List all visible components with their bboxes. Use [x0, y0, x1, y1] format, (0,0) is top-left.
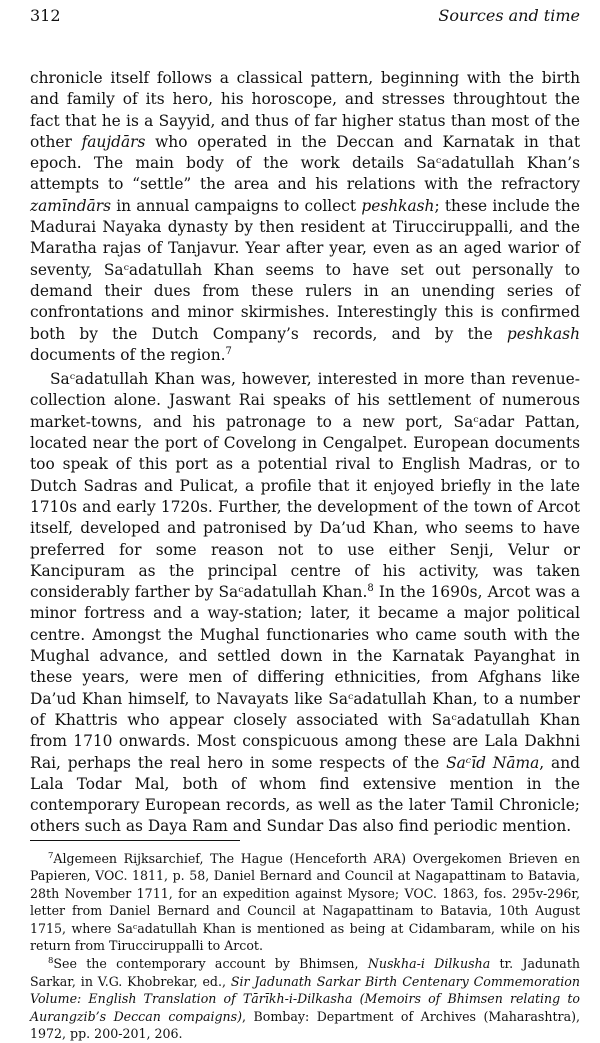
text-run: who operated in the Deccan and Karnatak in that epoch. The main body of the work details Saᶜadatullah Khan’s attempts to “settle” the area and his relations with the refractory: [30, 132, 580, 194]
italic-text: Sir Jadunath Sarkar Birth Centenary Commemoration Volume: English Translation of Tārīkh-i-Dilkasha (Memoirs of Bhimsen relating to Aurangzib’s Deccan compaigns): [30, 973, 580, 1024]
text-run: tr. Jadunath Sarkar, in V.G. Khobrekar, ed.,: [30, 956, 580, 989]
text-run: , Bombay: Department of Archives (Maharashtra), 1972, pp. 200-201, 206.: [30, 1008, 580, 1042]
text-run: Algemeen Rijksarchief, The Hague (Henceforth ARA) Overgekomen Brieven en Papieren, VOC. 1811, p. 58, Daniel Bernard and Council at Nagapattinam to Batavia, 28th November 1711, for an expedition against Mysore; VOC. 1863, fos. 295v-296r, letter from Daniel Bernard and Council at Nagapattinam to Batavia, 10th August 1715, where Saᶜadatullah Khan is mentioned as being at Cidambaram, while on his return from Tirucciruppalli to Arcot.: [30, 851, 580, 954]
italic-text: peshkash: [506, 324, 580, 343]
page-header: [30, 6, 580, 32]
running-head: Sources and time: [438, 6, 580, 25]
text-run: In the 1690s, Arcot was a minor fortress and a way-station; later, it became a major political centre. Amongst the Mughal functionaries who came south with the Mughal advance, and settled down in the Karnatak Payanghat in these years, were men of differing ethnicities, from Afghans like Da’ud Khan himself, to Navayats like Saᶜadatullah Khan, to a number of Khattris who appear closely associated with Saᶜadatullah Khan from 1710 onwards. Most conspicuous among these are Lala Dakhni Rai, perhaps the real hero in some respects of the: [30, 583, 580, 772]
paragraph: [30, 369, 580, 838]
footnote-number: 8: [48, 956, 54, 967]
italic-text: faujdārs: [81, 132, 146, 151]
text-run: documents of the region.: [30, 345, 226, 364]
text-run: ; these include the Madurai Nayaka dynasty by then resident at Tirucciruppalli, and the Maratha rajas of Tanjavur. Year after year, even as an aged warior of seventy, Saᶜadatullah Khan seems to have set out personally to demand their dues from these rulers in an unending series of confrontations and minor skirmishes. Interestingly this is confirmed both by the Dutch Company’s records, and by the: [30, 196, 581, 343]
footnote-divider: [30, 840, 240, 841]
text-run: chronicle itself follows a classical pattern, beginning with the birth and family of its hero, his horoscope, and stresses throughtout the fact that he is a Sayyid, and thus of far higher status than most of the other: [30, 69, 580, 151]
footnote: [30, 955, 580, 1042]
page-number: 312: [30, 6, 61, 25]
italic-text: Saᶜīd Nāma: [446, 753, 540, 772]
text-run: Saᶜadatullah Khan was, however, interested in more than revenue-collection alone. Jaswant Rai speaks of his settlement of numerous market-towns, and his patronage to a new port, Saᶜadar Pattan, located near the port of Covelong in Cengalpet. European documents too speak of this port as a potential rival to English Madras, or to Dutch Sadras and Pulicat, a profile that it enjoyed briefly in the late 1710s and early 1720s. Further, the development of the town of Arcot itself, developed and patronised by Da’ud Khan, who seems to have preferred for some reason not to use either Senji, Velur or Kancipuram as the principal centre of his activity, was taken considerably farther by Saᶜadatullah Khan.: [30, 370, 580, 602]
main-text: [30, 68, 580, 838]
text-run: , and Lala Todar Mal, both of whom find extensive mention in the contemporary European records, as well as the later Tamil Chronicle; others such as Daya Ram and Sundar Das also find periodic mention.: [30, 753, 580, 836]
italic-text: Nuskha-i Dilkusha: [367, 956, 491, 972]
footnote: [30, 850, 580, 954]
footnotes: [30, 850, 580, 1042]
text-run: in annual campaigns to collect: [111, 196, 362, 215]
italic-text: zamīndārs: [30, 196, 111, 215]
italic-text: peshkash: [361, 196, 435, 215]
text-run: See the contemporary account by Bhimsen,: [53, 956, 368, 972]
footnote-reference: 8: [367, 583, 374, 594]
footnote-reference: 7: [225, 345, 232, 357]
footnote-number: 7: [48, 850, 54, 861]
paragraph: [30, 68, 580, 366]
